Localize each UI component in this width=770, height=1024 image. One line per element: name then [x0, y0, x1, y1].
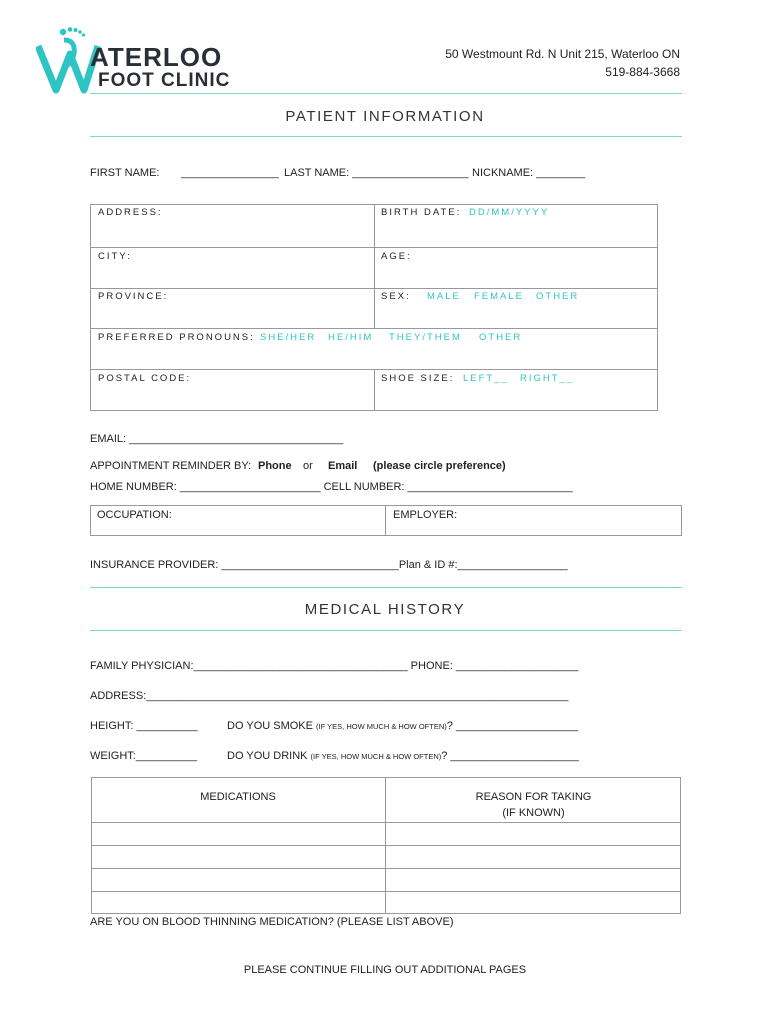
medication-cell[interactable] — [92, 846, 384, 867]
section-rule-medical-top — [90, 587, 682, 588]
grid-divider — [374, 204, 375, 410]
pronoun-option-she[interactable]: SHE/HER — [260, 332, 317, 343]
reminder-option-phone[interactable]: Phone — [258, 460, 292, 472]
reason-cell[interactable] — [387, 823, 680, 844]
pronouns-label: PREFERRED PRONOUNS: — [98, 332, 255, 343]
grid-row-line — [90, 369, 658, 370]
birth-date-format: DD/MM/YYYY — [469, 207, 550, 218]
clinic-phone: 519-884-3668 — [605, 65, 680, 79]
age-label[interactable]: AGE: — [381, 251, 412, 262]
continue-note: PLEASE CONTINUE FILLING OUT ADDITIONAL PAGES — [243, 964, 527, 976]
sex-option-female[interactable]: FEMALE — [474, 291, 525, 302]
first-name-label: FIRST NAME: — [90, 167, 160, 179]
medications-header: MEDICATIONS — [200, 791, 276, 803]
home-cell-number[interactable]: HOME NUMBER: _______________________ CELL NUMBER: ___________________________ — [90, 481, 573, 493]
section-rule-medical — [90, 630, 682, 631]
sex-option-other[interactable]: OTHER — [536, 291, 580, 302]
smoke-question[interactable] — [227, 720, 578, 732]
medication-cell[interactable] — [92, 892, 384, 913]
clinic-address: 50 Westmount Rd. N Unit 215, Waterloo ON — [445, 47, 680, 61]
occupation-field[interactable]: OCCUPATION: — [97, 509, 172, 521]
smoke-blank: ? ____________________ — [446, 720, 579, 732]
nickname-field[interactable]: NICKNAME: ________ — [472, 167, 586, 179]
section-title-patient: PATIENT INFORMATION — [285, 108, 485, 125]
reminder-label: APPOINTMENT REMINDER BY: — [90, 460, 252, 472]
city-label[interactable]: CITY: — [98, 251, 132, 262]
medication-cell[interactable] — [92, 823, 384, 844]
smoke-label: DO YOU SMOKE — [227, 720, 313, 732]
reason-header-line1: REASON FOR TAKING — [475, 791, 592, 803]
grid-row-line — [90, 247, 658, 248]
header-rule — [90, 93, 682, 94]
smoke-note: (IF YES, HOW MUCH & HOW OFTEN) — [316, 722, 447, 731]
reminder-option-email[interactable]: Email — [328, 460, 358, 472]
drink-question[interactable] — [227, 750, 579, 762]
birth-date-label[interactable]: BIRTH DATE: — [381, 207, 462, 218]
pronoun-option-other[interactable]: OTHER — [479, 332, 523, 343]
first-name-field[interactable]: ________________ — [181, 167, 279, 179]
shoe-size-label: SHOE SIZE: — [381, 373, 455, 384]
shoe-size-left[interactable]: LEFT__ — [463, 373, 509, 384]
insurance-field[interactable]: INSURANCE PROVIDER: _____________________________Plan & ID #:__________________ — [90, 559, 568, 571]
postal-code-label[interactable]: POSTAL CODE: — [98, 373, 192, 384]
email-field[interactable]: EMAIL: ___________________________________ — [90, 433, 344, 445]
province-label[interactable]: PROVINCE: — [98, 291, 169, 302]
section-rule-patient — [90, 136, 682, 137]
sex-label: SEX: — [381, 291, 411, 302]
reason-cell[interactable] — [387, 869, 680, 890]
physician-address-field[interactable]: ADDRESS:_____________________________________________________________________ — [90, 690, 569, 702]
medication-cell[interactable] — [92, 869, 384, 890]
clinic-name-line2: FOOT CLINIC — [98, 70, 231, 91]
drink-note: (IF YES, HOW MUCH & HOW OFTEN) — [310, 752, 442, 761]
pronoun-option-they[interactable]: THEY/THEM — [389, 332, 462, 343]
last-name-field[interactable]: LAST NAME: ___________________ — [284, 167, 469, 179]
drink-label: DO YOU DRINK — [227, 750, 308, 762]
reason-cell[interactable] — [387, 892, 680, 913]
reminder-or: or — [303, 460, 313, 472]
height-field[interactable]: HEIGHT: __________ — [90, 720, 198, 732]
occupation-divider — [385, 505, 386, 536]
sex-option-male[interactable]: MALE — [427, 291, 461, 302]
address-label[interactable]: ADDRESS: — [98, 207, 163, 218]
family-physician-field[interactable]: FAMILY PHYSICIAN:___________________________________ PHONE: ____________________ — [90, 660, 579, 672]
weight-field[interactable]: WEIGHT:__________ — [90, 750, 198, 762]
reason-header-line2: (IF KNOWN) — [502, 807, 565, 819]
reason-cell[interactable] — [387, 846, 680, 867]
grid-row-line — [90, 288, 658, 289]
clinic-logo — [36, 24, 236, 96]
section-title-medical: MEDICAL HISTORY — [304, 601, 466, 618]
drink-blank: ? _____________________ — [441, 750, 579, 762]
pronoun-option-he[interactable]: HE/HIM — [328, 332, 374, 343]
reminder-note: (please circle preference) — [373, 460, 506, 472]
shoe-size-right[interactable]: RIGHT__ — [520, 373, 575, 384]
clinic-name-line1: ATERLOO — [90, 42, 223, 72]
occupation-box — [90, 505, 682, 536]
employer-field[interactable]: EMPLOYER: — [393, 509, 458, 521]
blood-thinning-question: ARE YOU ON BLOOD THINNING MEDICATION? (PLEASE LIST ABOVE) — [90, 916, 454, 928]
